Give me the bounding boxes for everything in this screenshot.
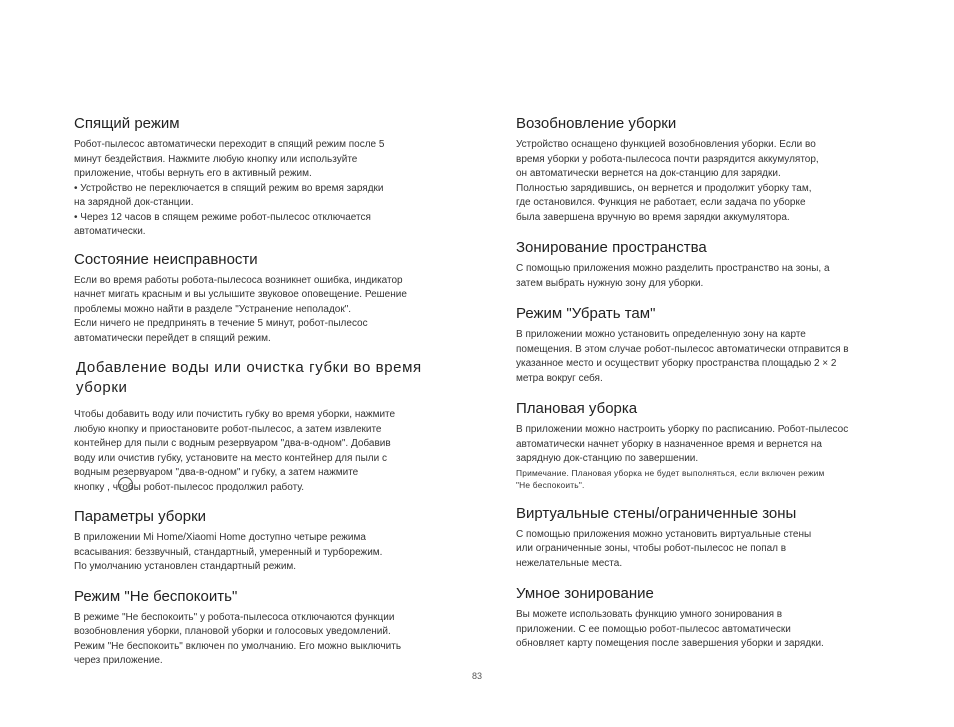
section-smart-zoning xyxy=(516,584,880,652)
section-title: Режим "Убрать там" xyxy=(516,305,656,322)
section-body: В режиме "Не беспокоить" у робота-пылесоса отключаются функции возобновления уборки, плановой уборки и голосовых уведомлений. Режим "Не беспокоить" включен по умолчанию. Его можно выключить через приложение. xyxy=(74,611,402,666)
section-add-water xyxy=(74,358,442,495)
section-body: В приложении можно установить определенную зону на карте помещения. В этом случае робот-пылесос автоматически отправится в указанное место и осуществит уборку пространства площадью 2 × 2 метра вокруг себя. xyxy=(516,329,849,384)
section-body: В приложении Mi Home/Xiaomi Home доступно четыре режима всасывания: беззвучный, стандартный, умеренный и турборежим. По умолчанию установлен стандартный режим. xyxy=(74,532,383,572)
section-resume-cleaning xyxy=(516,114,880,225)
section-body: Робот-пылесос автоматически переходит в спящий режим после 5 минут бездействия. Нажмите любую кнопку или используйте приложение, чтобы вернуть его в активный режим. • Устройство не переключается в спящий режим во время зарядки на зарядной док-станции. • Через 12 часов в спящем режиме робот-пылесос отключается автоматически. xyxy=(74,139,385,237)
section-sleep-mode xyxy=(74,114,442,240)
section-body: Устройство оснащено функцией возобновления уборки. Если во время уборки у робота-пылесоса почти разрядится аккумулятор, он автоматически вернется на док-станцию для зарядки. Полностью зарядившись, он вернется и продолжит уборку там, где остановился. Функция не работает, если задача по уборке была завершена вручную во время зарядки аккумулятора. xyxy=(516,139,819,223)
section-clean-there xyxy=(516,304,880,386)
section-body: В приложении можно настроить уборку по расписанию. Робот-пылесос автоматически начнет уборку в назначенное время и вернется на зарядную док-станцию по завершении. xyxy=(516,424,849,464)
section-zoning xyxy=(516,238,880,291)
section-body: С помощью приложения можно установить виртуальные стены или ограниченные зоны, чтобы робот-пылесос не попал в нежелательные места. xyxy=(516,528,812,569)
section-title: Зонирование пространства xyxy=(516,239,707,256)
section-title: Режим "Не беспокоить" xyxy=(74,587,238,605)
section-title: Возобновление уборки xyxy=(516,115,677,132)
left-column xyxy=(74,114,442,669)
button-icon xyxy=(118,477,133,492)
right-column xyxy=(516,114,880,652)
section-title: Умное зонирование xyxy=(516,585,654,602)
section-cleaning-params xyxy=(74,507,442,575)
section-title: Состояние неисправности xyxy=(74,250,258,268)
page-number: 83 xyxy=(471,671,482,681)
section-title: Добавление воды или очистка губки во время уборки xyxy=(76,359,422,396)
section-title: Спящий режим xyxy=(74,115,180,132)
section-body: Вы можете использовать функцию умного зонирования в приложении. С ее помощью робот-пылесос автоматически обновляет карту помещения после завершения уборки и зарядки. xyxy=(516,609,824,649)
section-body: Если во время работы робота-пылесоса возникнет ошибка, индикатор начнет мигать красным и вы услышите звуковое оповещение. Решение проблемы можно найти в разделе "Устранение неполадок". Если ничего не предпринять в течение 5 минут, робот-пылесос автоматически перейдет в спящий режим. xyxy=(74,274,407,344)
section-note: Примечание. Плановая уборка не будет выполняться, если включен режим "Не беспокоить". xyxy=(516,467,825,490)
section-body: С помощью приложения можно разделить пространство на зоны, а затем выбрать нужную зону для уборки. xyxy=(516,263,830,289)
section-body: Чтобы добавить воду или почистить губку во время уборки, нажмите любую кнопку и приостановите робот-пылесос, а затем извлеките контейнер для пыли с водным резервуаром "два-в-одном". Добавив воду или очистив губку, установите на место контейнер для пыли с водным резервуаром "два-в-одном" и губку, а затем нажмите кнопку , чтобы робот-пылесос продолжил работу. xyxy=(74,409,396,493)
section-title: Плановая уборка xyxy=(516,400,638,417)
section-scheduled-cleaning xyxy=(516,399,880,491)
section-title: Виртуальные стены/ограниченные зоны xyxy=(516,504,797,522)
section-virtual-walls xyxy=(516,504,880,572)
section-error-state xyxy=(74,250,442,347)
section-title: Параметры уборки xyxy=(74,508,207,525)
section-do-not-disturb xyxy=(74,587,442,669)
